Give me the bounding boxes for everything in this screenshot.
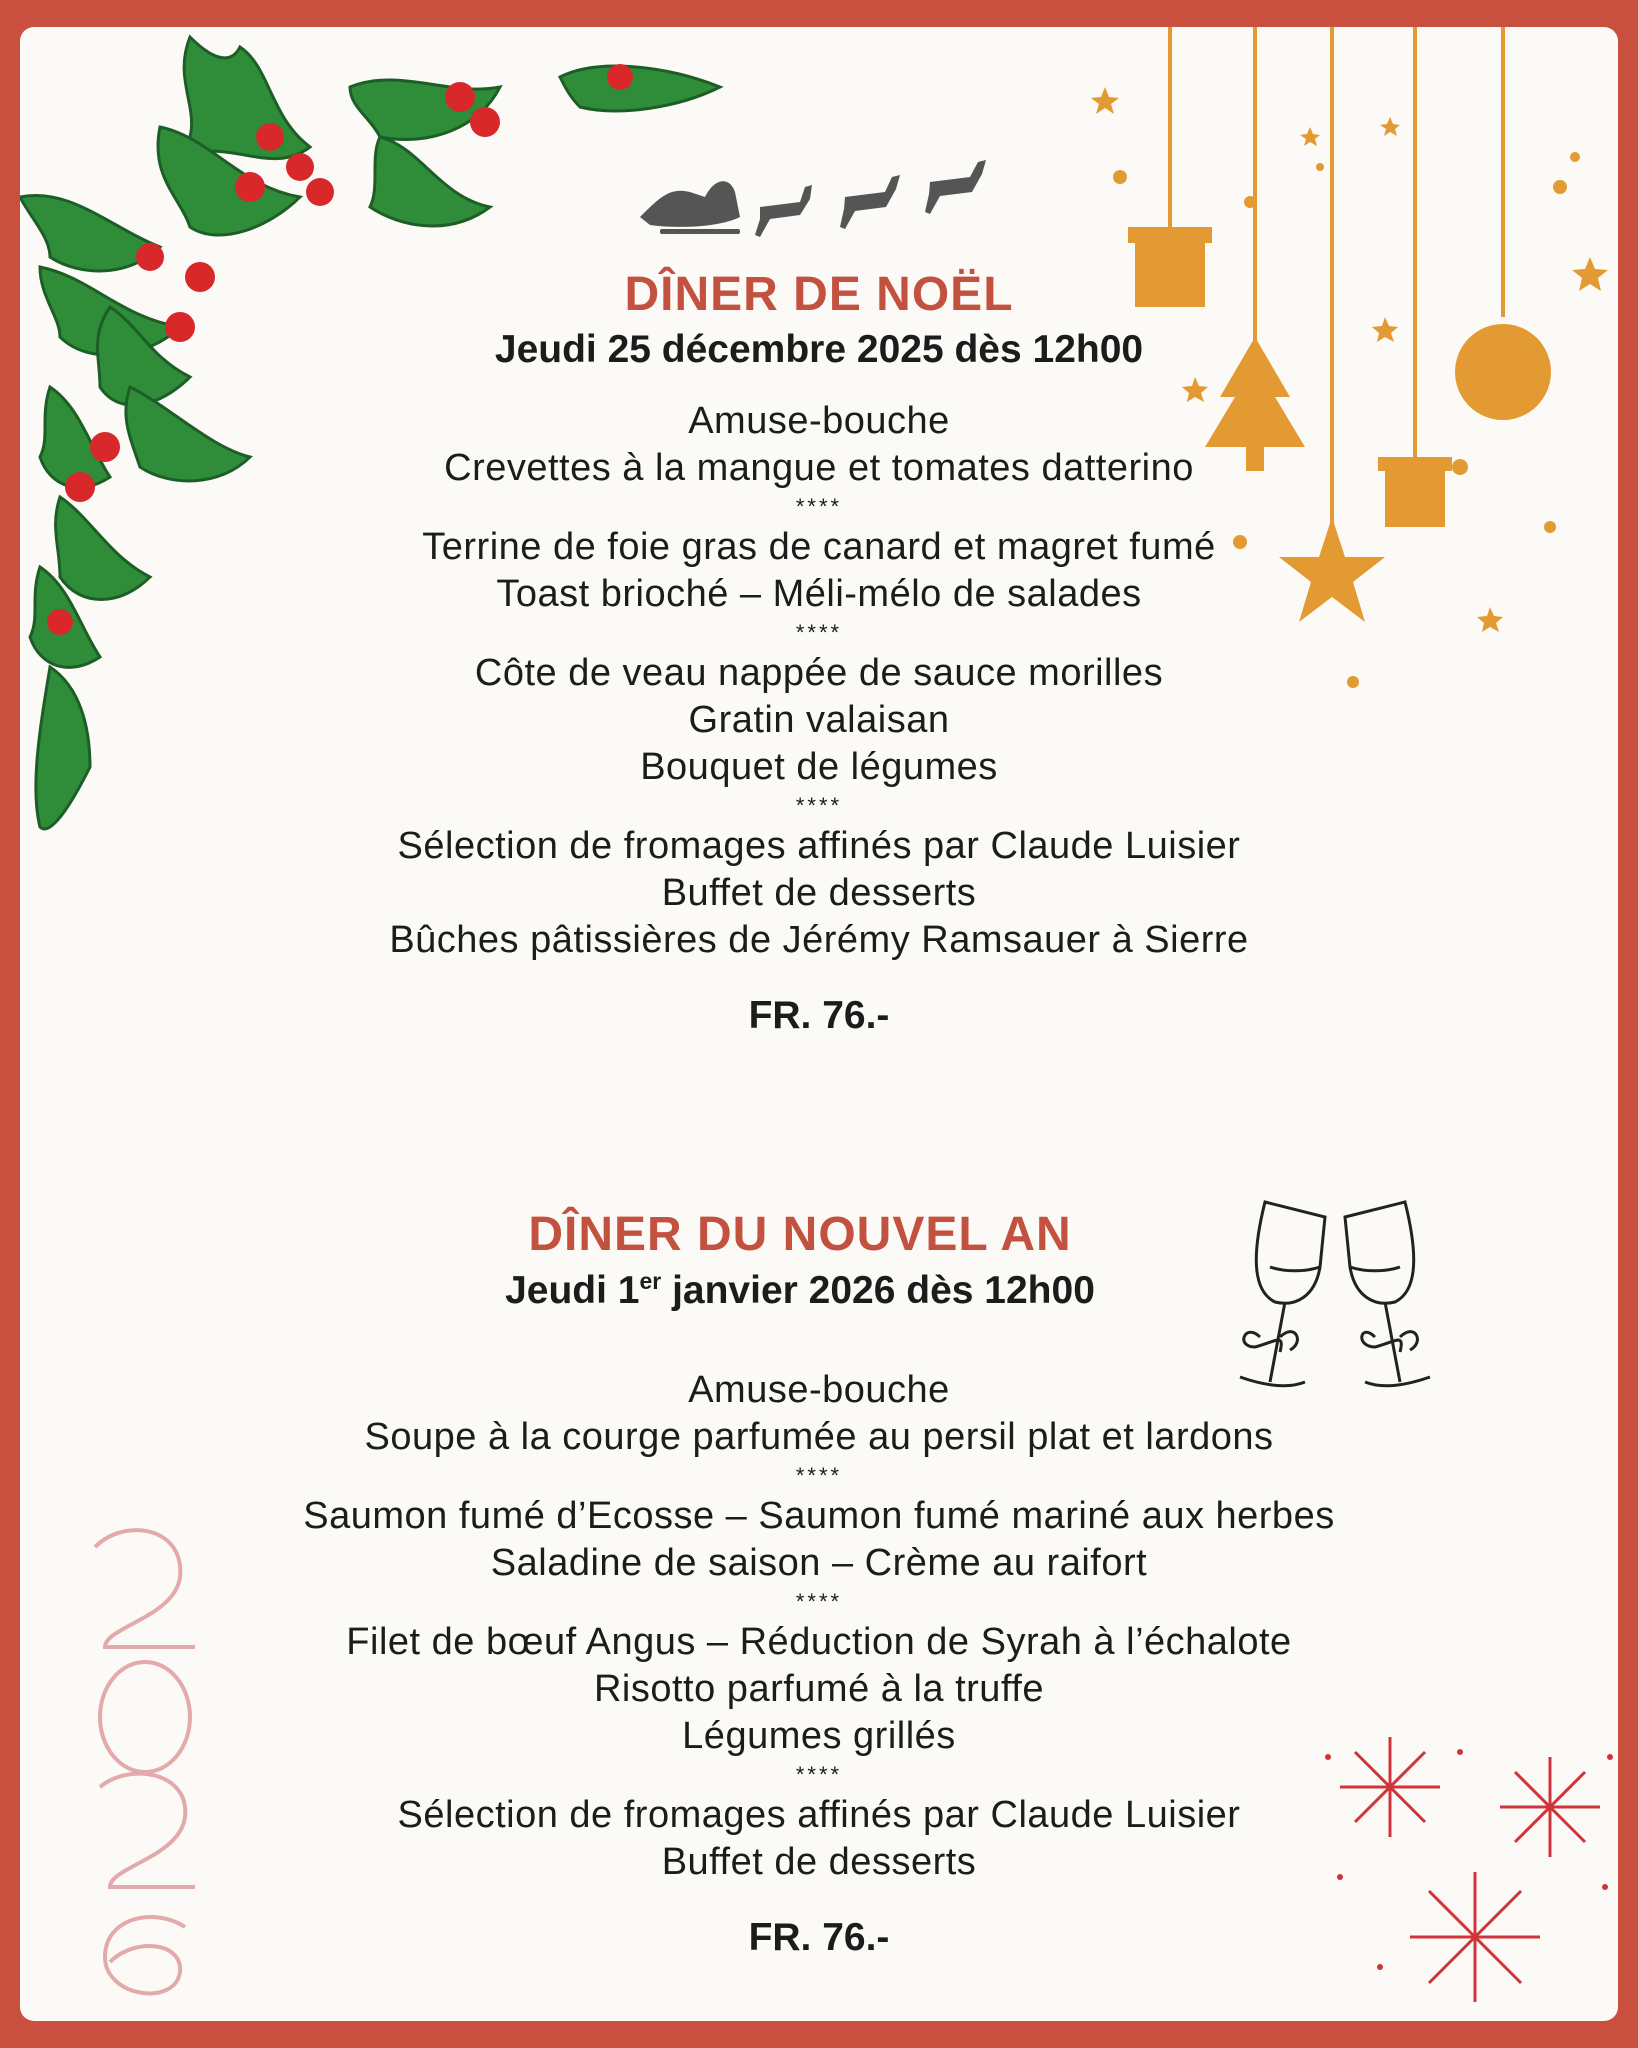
course-list bbox=[20, 398, 1618, 964]
menu-line: Côte de veau nappée de sauce morilles bbox=[474, 652, 1164, 694]
menu-line: Filet de bœuf Angus – Réduction de Syrah à l’échalote bbox=[346, 1621, 1292, 1663]
menu-line: Terrine de foie gras de canard et magret fumé bbox=[422, 526, 1216, 568]
menu-line: Toast brioché – Méli-mélo de salades bbox=[496, 573, 1142, 615]
separator: **** bbox=[795, 1463, 843, 1488]
menu-line: Risotto parfumé à la truffe bbox=[593, 1668, 1045, 1710]
menu-card bbox=[20, 27, 1618, 2021]
menu-line: Bouquet de légumes bbox=[640, 746, 998, 788]
menu-line: Crevettes à la mangue et tomates datterino bbox=[444, 447, 1194, 489]
menu-line: Saladine de saison – Crème au raifort bbox=[490, 1542, 1148, 1584]
christmas-price: FR. 76.- bbox=[748, 994, 890, 1037]
menu-line: Buffet de desserts bbox=[661, 1841, 977, 1883]
menu-line: Légumes grillés bbox=[682, 1715, 956, 1757]
newyear-section bbox=[20, 1207, 1580, 1339]
christmas-title: DÎNER DE NOËL bbox=[624, 268, 1014, 321]
christmas-date: Jeudi 25 décembre 2025 dès 12h00 bbox=[494, 328, 1144, 371]
separator: **** bbox=[795, 494, 843, 519]
menu-line: Soupe à la courge parfumée au persil plat et lardons bbox=[364, 1416, 1274, 1458]
menu-line: Bûches pâtissières de Jérémy Ramsauer à Sierre bbox=[389, 919, 1249, 961]
separator: **** bbox=[795, 1589, 843, 1614]
separator: **** bbox=[795, 620, 843, 645]
separator: **** bbox=[795, 793, 843, 818]
newyear-courses bbox=[20, 1367, 1618, 1960]
menu-line: Gratin valaisan bbox=[688, 699, 950, 741]
menu-line: Buffet de desserts bbox=[661, 872, 977, 914]
christmas-section bbox=[20, 267, 1618, 1038]
menu-line: Saumon fumé d’Ecosse – Saumon fumé mariné aux herbes bbox=[303, 1495, 1335, 1537]
newyear-title: DÎNER DU NOUVEL AN bbox=[528, 1208, 1072, 1261]
menu-line: Sélection de fromages affinés par Claude Luisier bbox=[397, 1794, 1241, 1836]
course-list bbox=[20, 1367, 1618, 1886]
santa-sleigh-icon bbox=[620, 147, 1010, 257]
menu-line: Amuse-bouche bbox=[688, 1369, 950, 1411]
menu-line: Sélection de fromages affinés par Claude Luisier bbox=[397, 825, 1241, 867]
newyear-price: FR. 76.- bbox=[748, 1916, 890, 1959]
newyear-date: Jeudi 1er janvier 2026 dès 12h00 bbox=[505, 1268, 1095, 1312]
menu-line: Amuse-bouche bbox=[688, 400, 950, 442]
separator: **** bbox=[795, 1762, 843, 1787]
